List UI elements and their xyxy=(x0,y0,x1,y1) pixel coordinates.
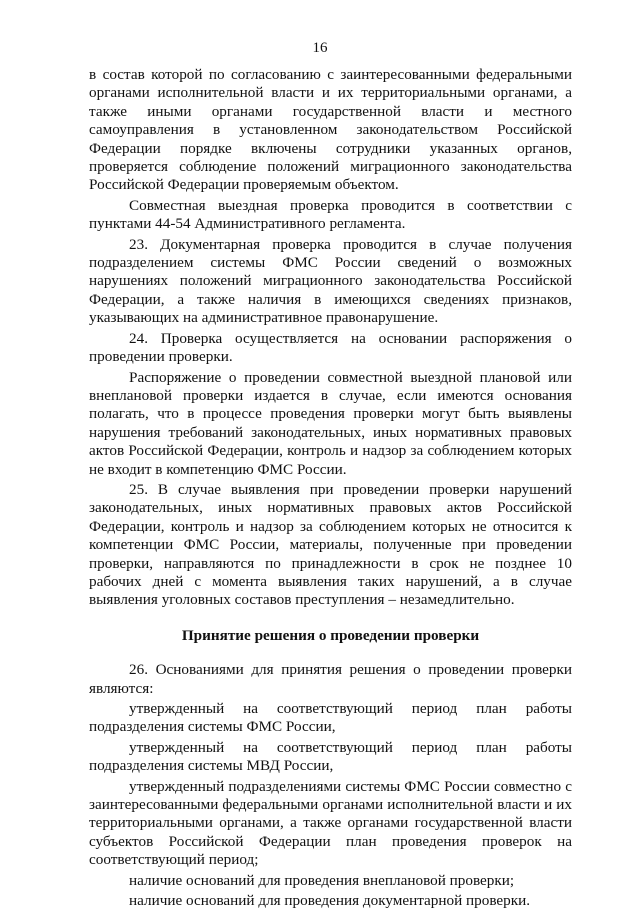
page-number: 16 xyxy=(312,40,328,56)
list-item-unscheduled: наличие оснований для проведения внеплановой проверки; xyxy=(129,871,515,889)
list-item-mvd-plan: утвержденный на соответствующий период план работы подразделения системы МВД России, xyxy=(89,738,572,775)
document-body xyxy=(89,66,572,912)
paragraph-24: 24. Проверка осуществляется на основании распоряжения о проведении проверки. xyxy=(89,329,572,366)
paragraph-joint-inspection: Совместная выездная проверка проводится в соответствии с пунктами 44-54 Административного регламента. xyxy=(89,196,572,233)
paragraph-23: 23. Документарная проверка проводится в случае получения подразделением системы ФМС России сведений о возможных нарушениях положений миграционного законодательства Российской Федерации, а также наличия в имеющихся сведениях признаков, указывающих на административное правонарушение. xyxy=(89,235,572,327)
list-item-joint-plan: утвержденный подразделениями системы ФМС России совместно с заинтересованными федеральными органами исполнительной власти и их территориальными органами, а также органами государственной власти субъектов Российской Федерации план проведения проверок на соответствующий период; xyxy=(89,777,572,869)
list-item-fms-plan: утвержденный на соответствующий период план работы подразделения системы ФМС России, xyxy=(89,700,572,736)
paragraph-continuation: в состав которой по согласованию с заинтересованными федеральными органами исполнительной власти и их территориальными органами, а также иными органами государственной власти и местного самоуправления в установленном законодательством Российской Федерации порядке включены сотрудники указанных органов, проверяется соблюдение положений миграционного законодательства Российской Федерации проверяемым объектом. xyxy=(89,66,572,194)
list-item-documentary: наличие оснований для проведения документарной проверки. xyxy=(129,892,531,910)
section-heading: Принятие решения о проведении проверки xyxy=(181,626,480,644)
paragraph-order: Распоряжение о проведении совместной выездной плановой или внеплановой проверки издается в случае, если имеются основания полагать, что в процессе проведения проверки могут быть выявлены нарушения требований законодательных, иных нормативных правовых актов Российской Федерации, контроль и надзор за соблюдением которых не входит в компетенцию ФМС России. xyxy=(89,368,572,478)
paragraph-26: 26. Основаниями для принятия решения о проведении проверки являются: xyxy=(89,661,572,697)
paragraph-25: 25. В случае выявления при проведении проверки нарушений законодательных, иных нормативных правовых актов Российской Федерации, контроль и надзор за соблюдением которых не относится к компетенции ФМС России, материалы, полученные при проведении проверки, направляются по принадлежности в срок не позднее 10 рабочих дней с момента выявления таких нарушений, а в случае выявления уголовных составов преступления – незамедлительно. xyxy=(89,480,572,609)
